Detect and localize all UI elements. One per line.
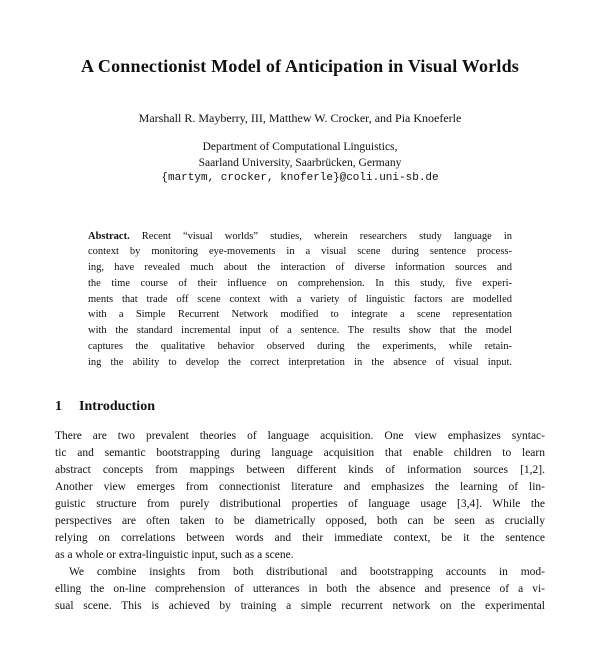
intro-paragraph-1 <box>55 428 545 564</box>
paper-title: A Connectionist Model of Anticipation in Visual Worlds <box>80 56 520 76</box>
text-line: sual scene. This is achieved by training a simple recurrent network on the experimental <box>55 599 545 612</box>
text-line: ments that trade off scene context with a variety of linguistic factors are modelled <box>88 293 512 305</box>
text-line: captures the qualitative behavior observed during the experiments, while retain- <box>88 341 512 353</box>
section-number: 1 <box>55 398 62 414</box>
paper-page <box>0 53 600 653</box>
section-heading <box>55 398 545 416</box>
text-line: perspectives are often taken to be diametrically opposed, both can be seen as crucially <box>55 514 545 527</box>
abstract-label: Abstract. <box>88 230 130 242</box>
text-line: abstract concepts from mappings between different kinds of information sources [1,2]. <box>55 463 545 476</box>
affiliation-block <box>55 140 545 187</box>
affiliation-line-1: Department of Computational Linguistics, <box>202 141 398 153</box>
text-line: the time course of their influence on comprehension. In this study, five experi- <box>88 277 512 289</box>
abstract-first-line-text: Recent “visual worlds” studies, wherein researchers study language in <box>141 230 513 242</box>
text-line: with a Simple Recurrent Network modified to integrate a scene representation <box>88 309 512 321</box>
text-line: context by monitoring eye-movements in a visual scene during sentence process- <box>88 246 512 258</box>
text-line: We combine insights from both distributional and bootstrapping accounts in mod- <box>69 565 545 578</box>
text-line: ing the ability to develop the correct interpretation in the absence of visual input. <box>88 356 512 368</box>
intro-paragraph-2 <box>55 564 545 615</box>
text-line: as a whole or extra-linguistic input, such as a scene. <box>55 548 294 561</box>
text-line: There are two prevalent theories of language acquisition. One view emphasizes syntac- <box>55 429 545 442</box>
text-line: elling the on-line comprehension of utterances in both the absence and presence of a vi- <box>55 582 545 595</box>
introduction-body <box>55 428 545 615</box>
abstract-lines <box>88 244 512 370</box>
abstract-first-line <box>88 229 512 245</box>
text-line: ing, have revealed much about the interaction of diverse information sources and <box>88 262 512 274</box>
text-line: tic and semantic bootstrapping during language acquisition that enable children to learn <box>55 446 545 459</box>
text-line: with the standard incremental input of a sentence. The results show that the model <box>88 325 512 337</box>
text-line: guistic structure from purely distributional properties of language usage [3,4]. While the <box>55 497 545 510</box>
authors-line: Marshall R. Mayberry, III, Matthew W. Crocker, and Pia Knoeferle <box>138 111 462 125</box>
abstract-block <box>55 229 545 371</box>
authors-email: {martym, crocker, knoferle}@coli.uni-sb.de <box>161 172 439 184</box>
text-line: Another view emerges from connectionist literature and emphasizes the learning of lin- <box>55 480 545 493</box>
section-title: Introduction <box>79 398 155 414</box>
affiliation-line-2: Saarland University, Saarbrücken, Germany <box>198 156 402 169</box>
text-line: relying on correlations between words and their immediate context, be it the sentence <box>55 531 545 544</box>
